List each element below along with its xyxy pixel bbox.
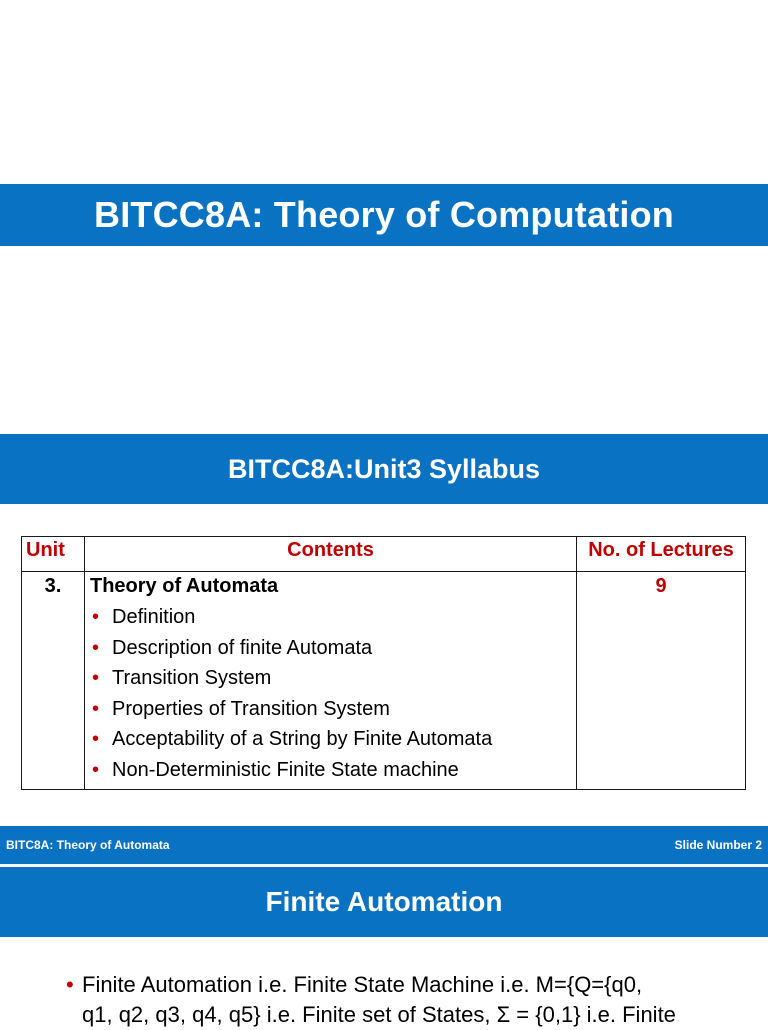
lecture-count: 9 xyxy=(577,572,746,790)
bullet-line-2: q1, q2, q3, q4, q5} i.e. Finite set of States, Σ = {0,1} i.e. Finite xyxy=(82,1002,676,1027)
header-lectures: No. of Lectures xyxy=(577,537,746,572)
footer-slide-number: Slide Number 2 xyxy=(674,838,762,852)
table-row xyxy=(22,572,746,790)
footer-course: BITC8A: Theory of Automata xyxy=(6,838,170,852)
topic-list xyxy=(90,602,571,786)
syllabus-table xyxy=(21,536,746,790)
table-header-row xyxy=(22,537,746,572)
slide3-title: Finite Automation xyxy=(265,886,503,917)
list-item: • Non-Deterministic Finite State machine xyxy=(90,755,571,786)
list-item: • Transition System xyxy=(90,663,571,694)
slide2-title: BITCC8A:Unit3 Syllabus xyxy=(227,453,541,484)
slide1-title: BITCC8A: Theory of Computation xyxy=(94,194,674,235)
slide-footer xyxy=(0,826,768,864)
slide3-title-band xyxy=(0,867,768,937)
header-unit: Unit xyxy=(22,537,85,572)
list-item: • Acceptability of a String by Finite Automata xyxy=(90,724,571,755)
slide2-title-band xyxy=(0,434,768,504)
bullet-line-1: Finite Automation i.e. Finite State Machine i.e. M={Q={q0, xyxy=(82,972,643,997)
header-contents: Contents xyxy=(85,537,577,572)
list-item: • Description of finite Automata xyxy=(90,633,571,664)
slide1-title-band xyxy=(0,184,768,246)
list-item: • Definition xyxy=(90,602,571,633)
topic-title: Theory of Automata xyxy=(90,575,279,597)
bullet-dot-icon: • xyxy=(66,972,74,997)
slide3-bullet xyxy=(68,970,708,1030)
list-item: • Properties of Transition System xyxy=(90,694,571,725)
contents-cell xyxy=(85,572,577,790)
unit-number: 3. xyxy=(22,572,85,790)
